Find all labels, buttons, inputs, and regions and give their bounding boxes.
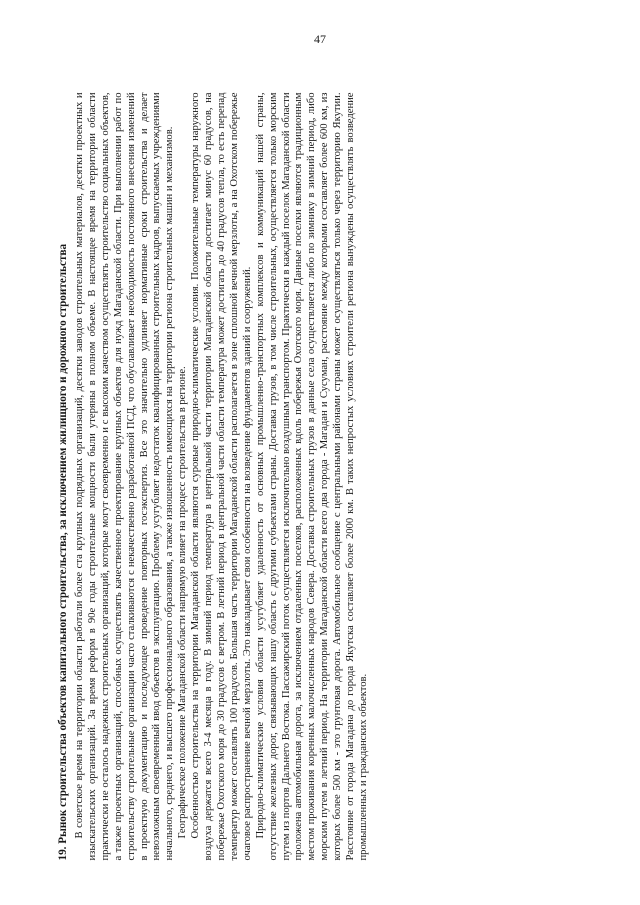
page-content bbox=[56, 92, 371, 860]
paragraph: Природно-климатические условия области усугубляет удаленность от основных промышленно-транспортных комплексов и коммуникаций нашей страны, отсутствие железных дорог, связывающих нашу область с другими субъектами страны. Доставка грузов, в том числе строительных, осуществляется только морским путем из портов Дальнего Востока. Пассажирский поток осуществляется исключительно воздушным транспортом. Практически в каждый поселок Магаданской области проложена автомобильная дорога, за исключением отдаленных поселков, расположенных вдоль побережья Охотского моря. Данные поселки являются традиционным местом проживания коренных малочисленных народов Севера. Доставка строительных грузов в данные села осуществляется либо по зимнику в зимний период, либо морским путем в летний период. На территории Магаданской области всего два города - Магадан и Сусуман, расстояние между которыми составляет более 600 км, из которых более 500 км - это грунтовая дорога. Автомобильное сообщение с центральными районами страны может осуществляться только через территорию Якутии. Расстояние от города Магадана до города Якутска составляет более 2000 км. В таких непростых условиях строители региона вынуждены осуществлять возведение промышленных и гражданских объектов. bbox=[254, 92, 369, 860]
section-heading: 19. Рынок строительства объектов капитального строительства, за исключением жилищного и дорожного строительства bbox=[57, 243, 69, 860]
paragraph: В советское время на территории области работали более ста крупных подрядных организаций, десятки заводов строительных материалов, десятки проектных и изыскательских организаций. За время реформ в 90е годы строительные мощности были утеряны в полном объеме. В настоящее время на территории области практически не осталось надежных строительных организаций, которые могут своевременно и с высоким качеством осуществлять строительство социальных объектов, а также проектных организаций, способных осуществлять качественное проектирование крупных объектов для нужд Магаданской области. При выполнении работ по строительству строительные организации часто сталкиваются с некачественно разработанной ПСД, что обуславливает необходимость постоянного внесения изменений в проектную документацию и последующее проведение повторных госэкспертиз. Все это значительно удлиняет нормативные сроки строительства и делает невозможным своевременный ввод объектов в эксплуатацию. Проблему усугубляет недостаток квалифицированных строительных кадров, выпускаемых учреждениями начального, среднего, и высшего профессионального образования, а также изношенность имеющихся на территории региона строительных машин и механизмов. bbox=[74, 92, 176, 860]
paragraph: Географическое положение Магаданской области напрямую влияет на процесс строительства в регионе. bbox=[177, 365, 189, 838]
rotated-document-page bbox=[50, 31, 590, 860]
page-number: 47 bbox=[314, 31, 326, 46]
paragraph: Особенностью строительства на территории Магаданской области являются суровые природно-климатические условия. Положительные температуры наружного воздуха держатся всего 3-4 месяца в году. В зимний период температура в центральной части территории Магаданской области достигает минус 60 градусов, на побережье Охотского моря до 30 градусов с ветром. В летний период в центральной части области температура может достигать до 40 градусов тепла, то есть перепад температур может составлять 100 градусов. Большая часть территории Магаданской области располагается в зоне сплошной вечной мерзлоты, а на Охотском побережье очаговое распространение вечной мерзлоты. Это накладывает свои особенности на возведение фундаментов зданий и сооружений. bbox=[190, 92, 253, 860]
